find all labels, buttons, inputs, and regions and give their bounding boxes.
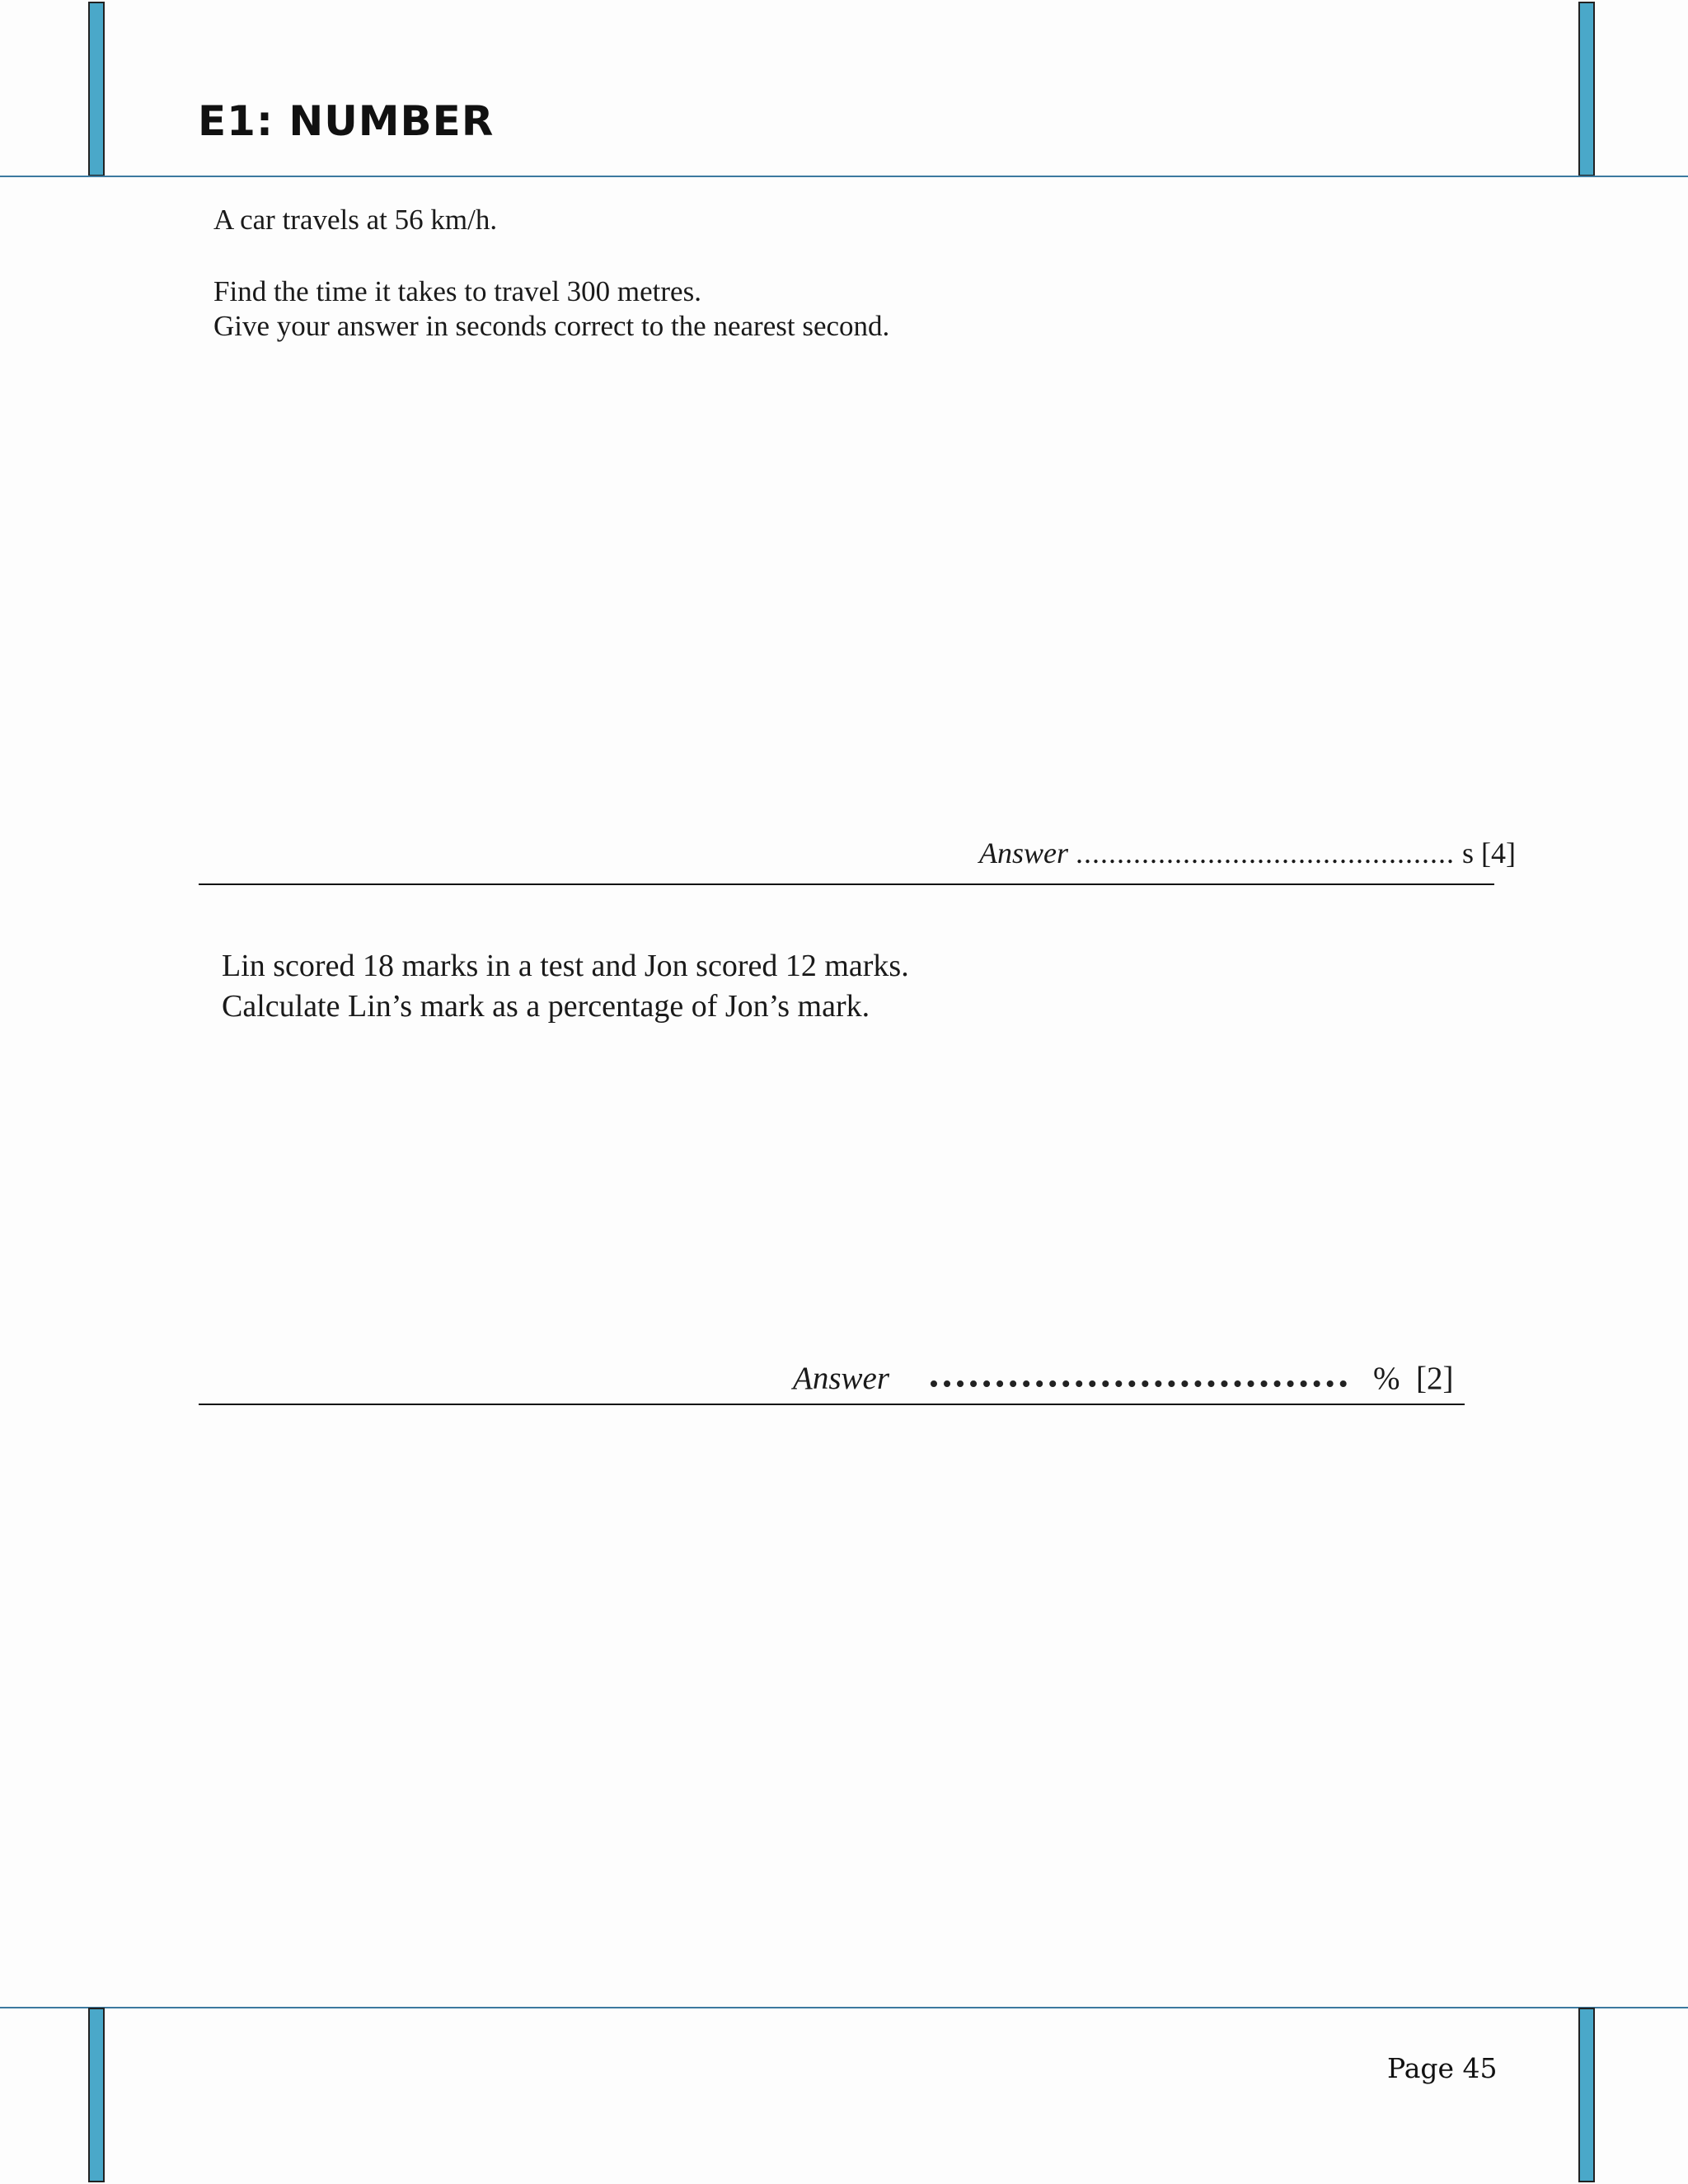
question1-task: Find the time it takes to travel 300 metres.	[213, 275, 701, 307]
question1-intro: A car travels at 56 km/h.	[213, 204, 498, 236]
left-top-accent-bar	[88, 2, 105, 176]
question2-intro: Lin scored 18 marks in a test and Jon scored 12 marks.	[222, 949, 909, 983]
page-title: E1: NUMBER	[198, 97, 495, 145]
answer-label: Answer	[979, 837, 1068, 869]
question2-task: Calculate Lin’s mark as a percentage of Jon’s mark.	[222, 989, 870, 1024]
right-bottom-accent-bar	[1578, 2008, 1595, 2182]
header-rule	[0, 176, 1688, 177]
question1-instruction: Give your answer in seconds correct to the nearest second.	[213, 310, 890, 342]
answer-blank[interactable]	[931, 1380, 1347, 1387]
marks-label: [2]	[1416, 1361, 1454, 1396]
question2-separator	[199, 1404, 1465, 1405]
left-bottom-accent-bar	[88, 2008, 105, 2182]
answer-blank[interactable]: ..............................................	[1076, 837, 1455, 869]
answer-unit: %	[1373, 1361, 1400, 1396]
right-top-accent-bar	[1578, 2, 1595, 176]
question2-answer-row	[793, 1360, 1453, 1397]
answer-label: Answer	[793, 1361, 889, 1396]
page-number: Page 45	[1387, 2052, 1498, 2084]
question1-separator	[199, 883, 1494, 885]
question1-answer-row	[979, 836, 1516, 870]
footer-rule	[0, 2007, 1688, 2008]
answer-unit: s	[1462, 837, 1475, 869]
marks-label: [4]	[1481, 837, 1516, 869]
